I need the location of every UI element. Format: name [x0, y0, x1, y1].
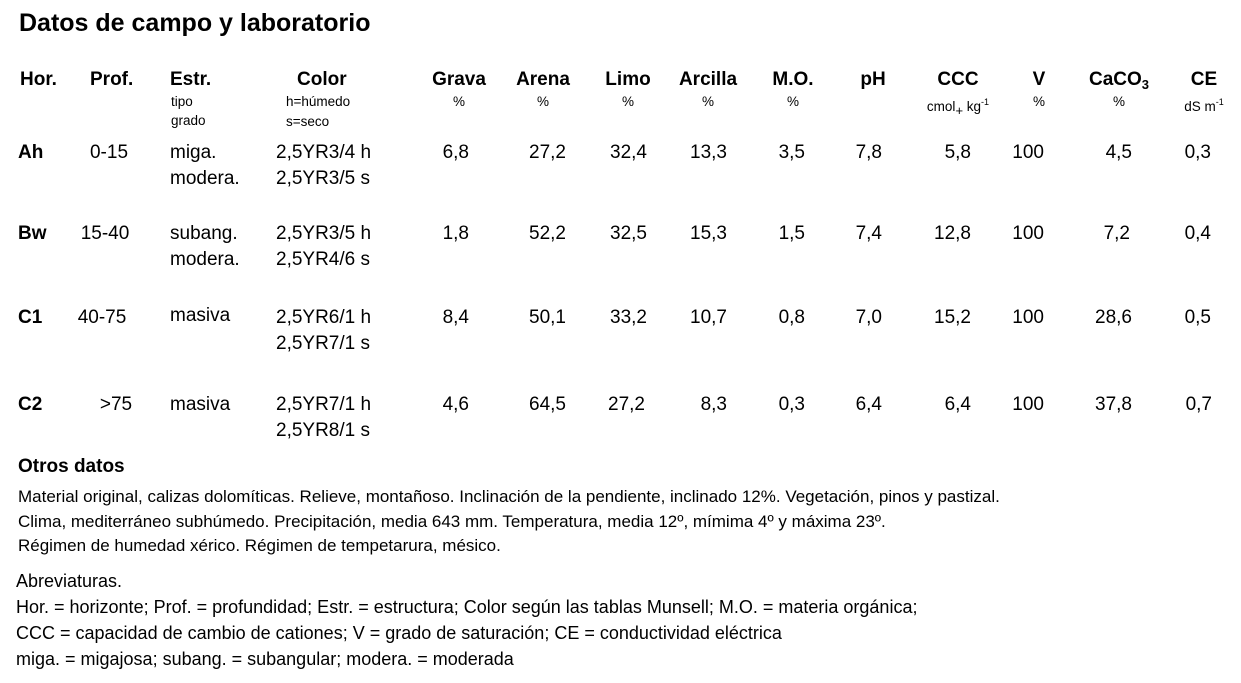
- otros-datos-heading: Otros datos: [18, 456, 125, 477]
- row-bw-caco3: 7,2: [1103, 223, 1130, 244]
- row-bw-mo: 1,5: [778, 223, 805, 244]
- row-bw-estr1: subang.: [170, 223, 238, 244]
- row-c1-color2: 2,5YR7/1 s: [276, 333, 370, 354]
- row-bw-v: 100: [1012, 223, 1044, 244]
- header-estr-sub2: grado: [171, 113, 206, 128]
- row-ah-limo: 32,4: [610, 142, 647, 163]
- header-color-sub2: s=seco: [286, 114, 330, 129]
- row-ah-grava: 6,8: [442, 142, 469, 163]
- header-ccc-unit: cmol$_+$ $kg^{-1}$: [926, 97, 990, 118]
- abbr-line: CCC = capacidad de cambio de cationes; V = grado de saturación; CE = conductividad eléctrica: [16, 623, 782, 643]
- row-ah-estr1: miga.: [170, 142, 217, 163]
- row-ah-estr2: modera.: [170, 168, 240, 189]
- row-c2-ce: 0,7: [1185, 394, 1212, 415]
- row-c1-grava: 8,4: [442, 307, 469, 328]
- header-ccc: CCC: [937, 69, 979, 90]
- header-caco3: CaCO$_3$: [1088, 69, 1150, 92]
- row-c1-limo: 33,2: [610, 307, 647, 328]
- row-c2-mo: 0,3: [778, 394, 805, 415]
- abreviaturas-heading: Abreviaturas.: [16, 571, 123, 591]
- header-prof: Prof.: [90, 69, 134, 90]
- row-c2-ccc: 6,4: [944, 394, 971, 415]
- row-c1-caco3: 28,6: [1095, 307, 1132, 328]
- row-ah-arena: 27,2: [529, 142, 566, 163]
- header-v-unit: %: [1032, 94, 1046, 109]
- header-mo-unit: %: [786, 94, 800, 109]
- row-ah-arcilla: 13,3: [690, 142, 727, 163]
- row-c1-color1: 2,5YR6/1 h: [276, 307, 372, 328]
- header-arcilla: Arcilla: [678, 69, 738, 90]
- row-ah-v: 100: [1012, 142, 1044, 163]
- row-c2-hor: C2: [18, 394, 43, 415]
- row-c1-estr1: masiva: [170, 305, 231, 326]
- row-ah-hor: Ah: [18, 142, 44, 163]
- row-bw-limo: 32,5: [610, 223, 647, 244]
- row-c2-color2: 2,5YR8/1 s: [276, 420, 370, 441]
- row-c1-prof: 40-75: [77, 307, 127, 328]
- row-ah-ccc: 5,8: [944, 142, 971, 163]
- row-bw-ce: 0,4: [1184, 223, 1211, 244]
- row-c2-color1: 2,5YR7/1 h: [276, 394, 372, 415]
- row-ah-ph: 7,8: [855, 142, 882, 163]
- row-c1-ccc: 15,2: [934, 307, 971, 328]
- header-ce: CE: [1190, 69, 1218, 90]
- row-c1-arcilla: 10,7: [690, 307, 727, 328]
- header-estr: Estr.: [170, 69, 212, 90]
- row-bw-arena: 52,2: [529, 223, 566, 244]
- header-arena-unit: %: [536, 94, 550, 109]
- row-c2-caco3: 37,8: [1095, 394, 1132, 415]
- row-bw-hor: Bw: [18, 223, 47, 244]
- header-ph: pH: [860, 69, 886, 90]
- header-limo: Limo: [605, 69, 651, 90]
- row-c1-arena: 50,1: [529, 307, 566, 328]
- header-arcilla-unit: %: [701, 94, 715, 109]
- header-limo-unit: %: [621, 94, 635, 109]
- abreviaturas-text: [16, 594, 917, 672]
- row-ah-mo: 3,5: [778, 142, 805, 163]
- row-c1-ce: 0,5: [1184, 307, 1211, 328]
- row-ah-color2: 2,5YR3/5 s: [276, 168, 370, 189]
- header-mo: M.O.: [772, 69, 814, 90]
- row-c2-estr1: masiva: [170, 394, 231, 415]
- header-grava: Grava: [432, 69, 486, 90]
- row-c1-hor: C1: [18, 307, 43, 328]
- header-arena: Arena: [516, 69, 570, 90]
- abbr-line: Hor. = horizonte; Prof. = profundidad; Estr. = estructura; Color según las tablas Munsell; M.O. = materia orgánica;: [16, 597, 918, 617]
- row-c1-ph: 7,0: [855, 307, 882, 328]
- row-bw-estr2: modera.: [170, 249, 240, 270]
- header-color-sub1: h=húmedo: [286, 94, 351, 109]
- row-c1-mo: 0,8: [778, 307, 805, 328]
- header-v: V: [1032, 69, 1046, 90]
- row-c2-arena: 64,5: [529, 394, 566, 415]
- row-bw-grava: 1,8: [442, 223, 469, 244]
- otros-datos-text: [18, 485, 1000, 559]
- row-c2-arcilla: 8,3: [700, 394, 727, 415]
- header-hor: Hor.: [20, 69, 57, 90]
- row-c2-grava: 4,6: [442, 394, 469, 415]
- row-ah-caco3: 4,5: [1105, 142, 1132, 163]
- row-ah-ce: 0,3: [1184, 142, 1211, 163]
- row-c2-ph: 6,4: [855, 394, 882, 415]
- otros-line: Material original, calizas dolomíticas. Relieve, montañoso. Inclinación de la pendiente, inclinado 12%. Vegetación, pinos y pastizal.: [18, 487, 1000, 506]
- row-bw-color2: 2,5YR4/6 s: [276, 249, 370, 270]
- abbr-line: miga. = migajosa; subang. = subangular; modera. = moderada: [16, 649, 514, 669]
- row-c2-prof: >75: [99, 394, 133, 415]
- header-estr-sub1: tipo: [171, 94, 193, 109]
- row-c2-v: 100: [1012, 394, 1044, 415]
- row-ah-prof: 0-15: [89, 142, 129, 163]
- row-bw-ccc: 12,8: [934, 223, 971, 244]
- header-ce-unit: dS $m^{-1}$: [1184, 97, 1224, 114]
- page-title: Datos de campo y laboratorio: [19, 9, 371, 37]
- header-caco3-unit: %: [1112, 94, 1126, 109]
- row-c1-v: 100: [1012, 307, 1044, 328]
- row-ah-color1: 2,5YR3/4 h: [276, 142, 372, 163]
- otros-line: Régimen de humedad xérico. Régimen de tempetarura, mésico.: [18, 536, 501, 555]
- otros-line: Clima, mediterráneo subhúmedo. Precipitación, media 643 mm. Temperatura, media 12º, mímima 4º y máxima 23º.: [18, 511, 886, 531]
- row-bw-prof: 15-40: [80, 223, 130, 244]
- row-bw-ph: 7,4: [855, 223, 882, 244]
- header-color: Color: [297, 69, 347, 90]
- row-bw-arcilla: 15,3: [690, 223, 727, 244]
- row-bw-color1: 2,5YR3/5 h: [276, 223, 372, 244]
- row-c2-limo: 27,2: [608, 394, 645, 415]
- header-grava-unit: %: [452, 94, 466, 109]
